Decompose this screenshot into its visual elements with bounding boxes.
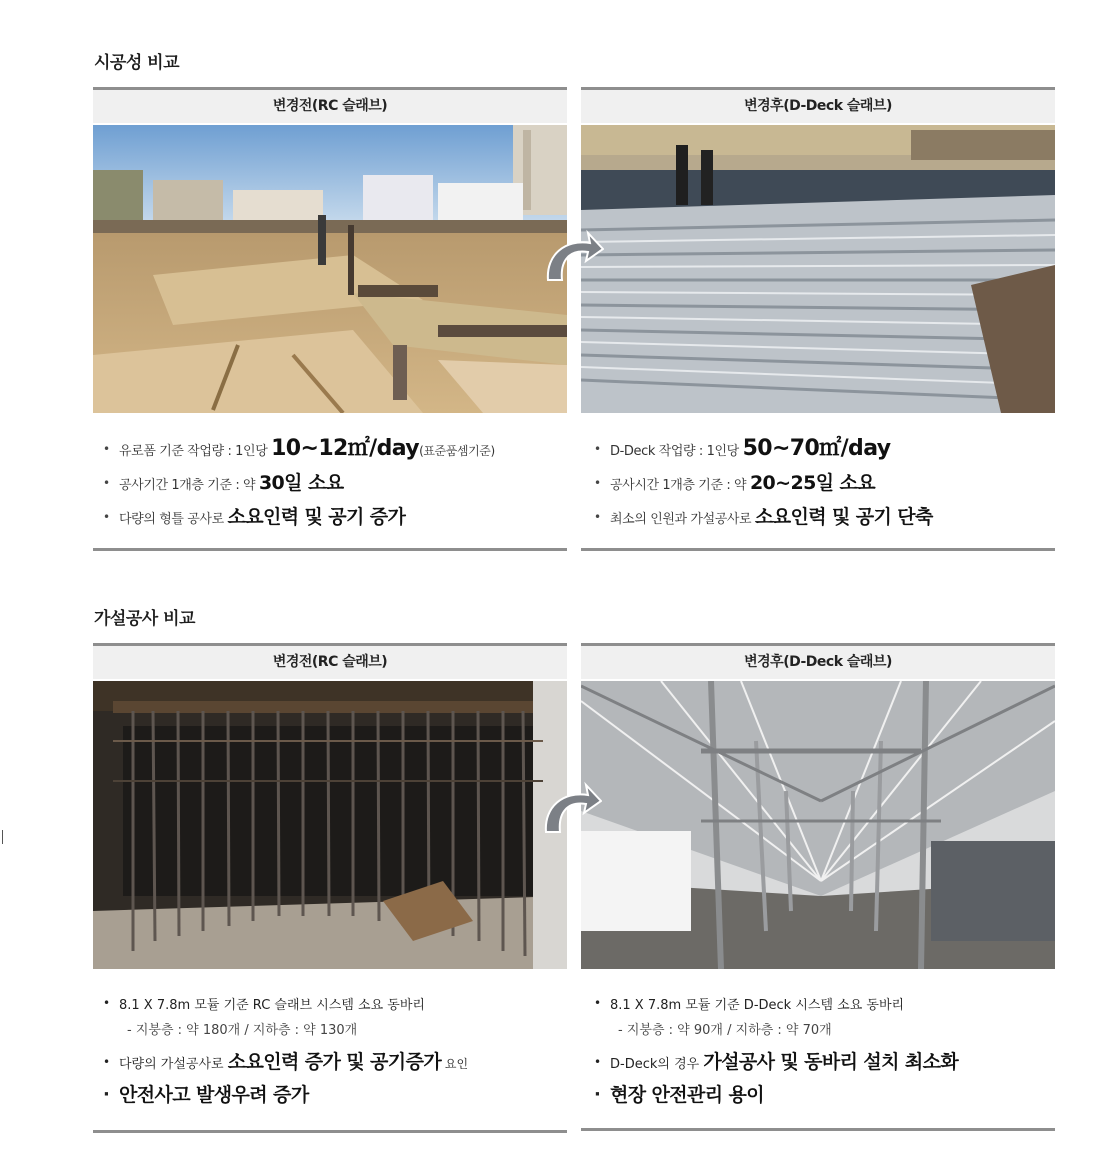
list-item: • 다량의 가설공사로 소요인력 증가 및 공기증가 요인 [103, 1051, 469, 1073]
curved-arrow-icon [538, 777, 602, 841]
list-item: • 8.1 X 7.8m 모듈 기준 RC 슬래브 시스템 소요 동바리 [103, 996, 425, 1013]
list-item: · 현장 안전관리 용이 [594, 1084, 765, 1106]
list-item: · 안전사고 발생우려 증가 [103, 1084, 309, 1106]
scan-mark [2, 830, 3, 844]
list-item: • 공사시간 1개층 기준 : 약 20~25일 소요 [594, 466, 933, 500]
rc-slab-construction-photo [93, 125, 567, 413]
divider [581, 548, 1055, 551]
section-title-constructability: 시공성 비교 [94, 53, 180, 73]
list-item-sub: - 지붕층 : 약 180개 / 지하층 : 약 130개 [127, 1023, 358, 1038]
rc-slab-shoring-photo [93, 681, 567, 969]
divider [581, 1128, 1055, 1131]
after-temporary-bullets [594, 990, 958, 1110]
list-item: • D-Deck의 경우 가설공사 및 동바리 설치 최소화 [594, 1051, 959, 1073]
section-title-temporary-works: 가설공사 비교 [94, 609, 195, 629]
after-ddeck-slab-header: 변경후(D-Deck 슬래브) [581, 643, 1055, 679]
ddeck-slab-construction-photo [581, 125, 1055, 413]
after-ddeck-slab-header: 변경후(D-Deck 슬래브) [581, 87, 1055, 123]
list-item: • 다량의 형틀 공사로 소요인력 및 공기 증가 [103, 500, 495, 534]
before-rc-slab-header: 변경전(RC 슬래브) [93, 643, 567, 679]
before-rc-slab-header: 변경전(RC 슬래브) [93, 87, 567, 123]
after-construction-bullets [594, 432, 933, 534]
list-item: • 8.1 X 7.8m 모듈 기준 D-Deck 시스템 소요 동바리 [594, 996, 905, 1013]
curved-arrow-icon [540, 225, 604, 289]
list-item-sub: - 지붕층 : 약 90개 / 지하층 : 약 70개 [618, 1023, 832, 1038]
divider [93, 1130, 567, 1133]
list-item: • 유로폼 기준 작업량 : 1인당 10~12㎡/day(표준품셈기준) [103, 432, 495, 466]
list-item: • 최소의 인원과 가설공사로 소요인력 및 공기 단축 [594, 500, 933, 534]
before-temporary-bullets [103, 990, 468, 1110]
before-construction-bullets [103, 432, 495, 534]
divider [93, 548, 567, 551]
list-item: • D-Deck 작업량 : 1인당 50~70㎡/day [594, 432, 933, 466]
list-item: • 공사기간 1개층 기준 : 약 30일 소요 [103, 466, 495, 500]
ddeck-shoring-photo [581, 681, 1055, 969]
